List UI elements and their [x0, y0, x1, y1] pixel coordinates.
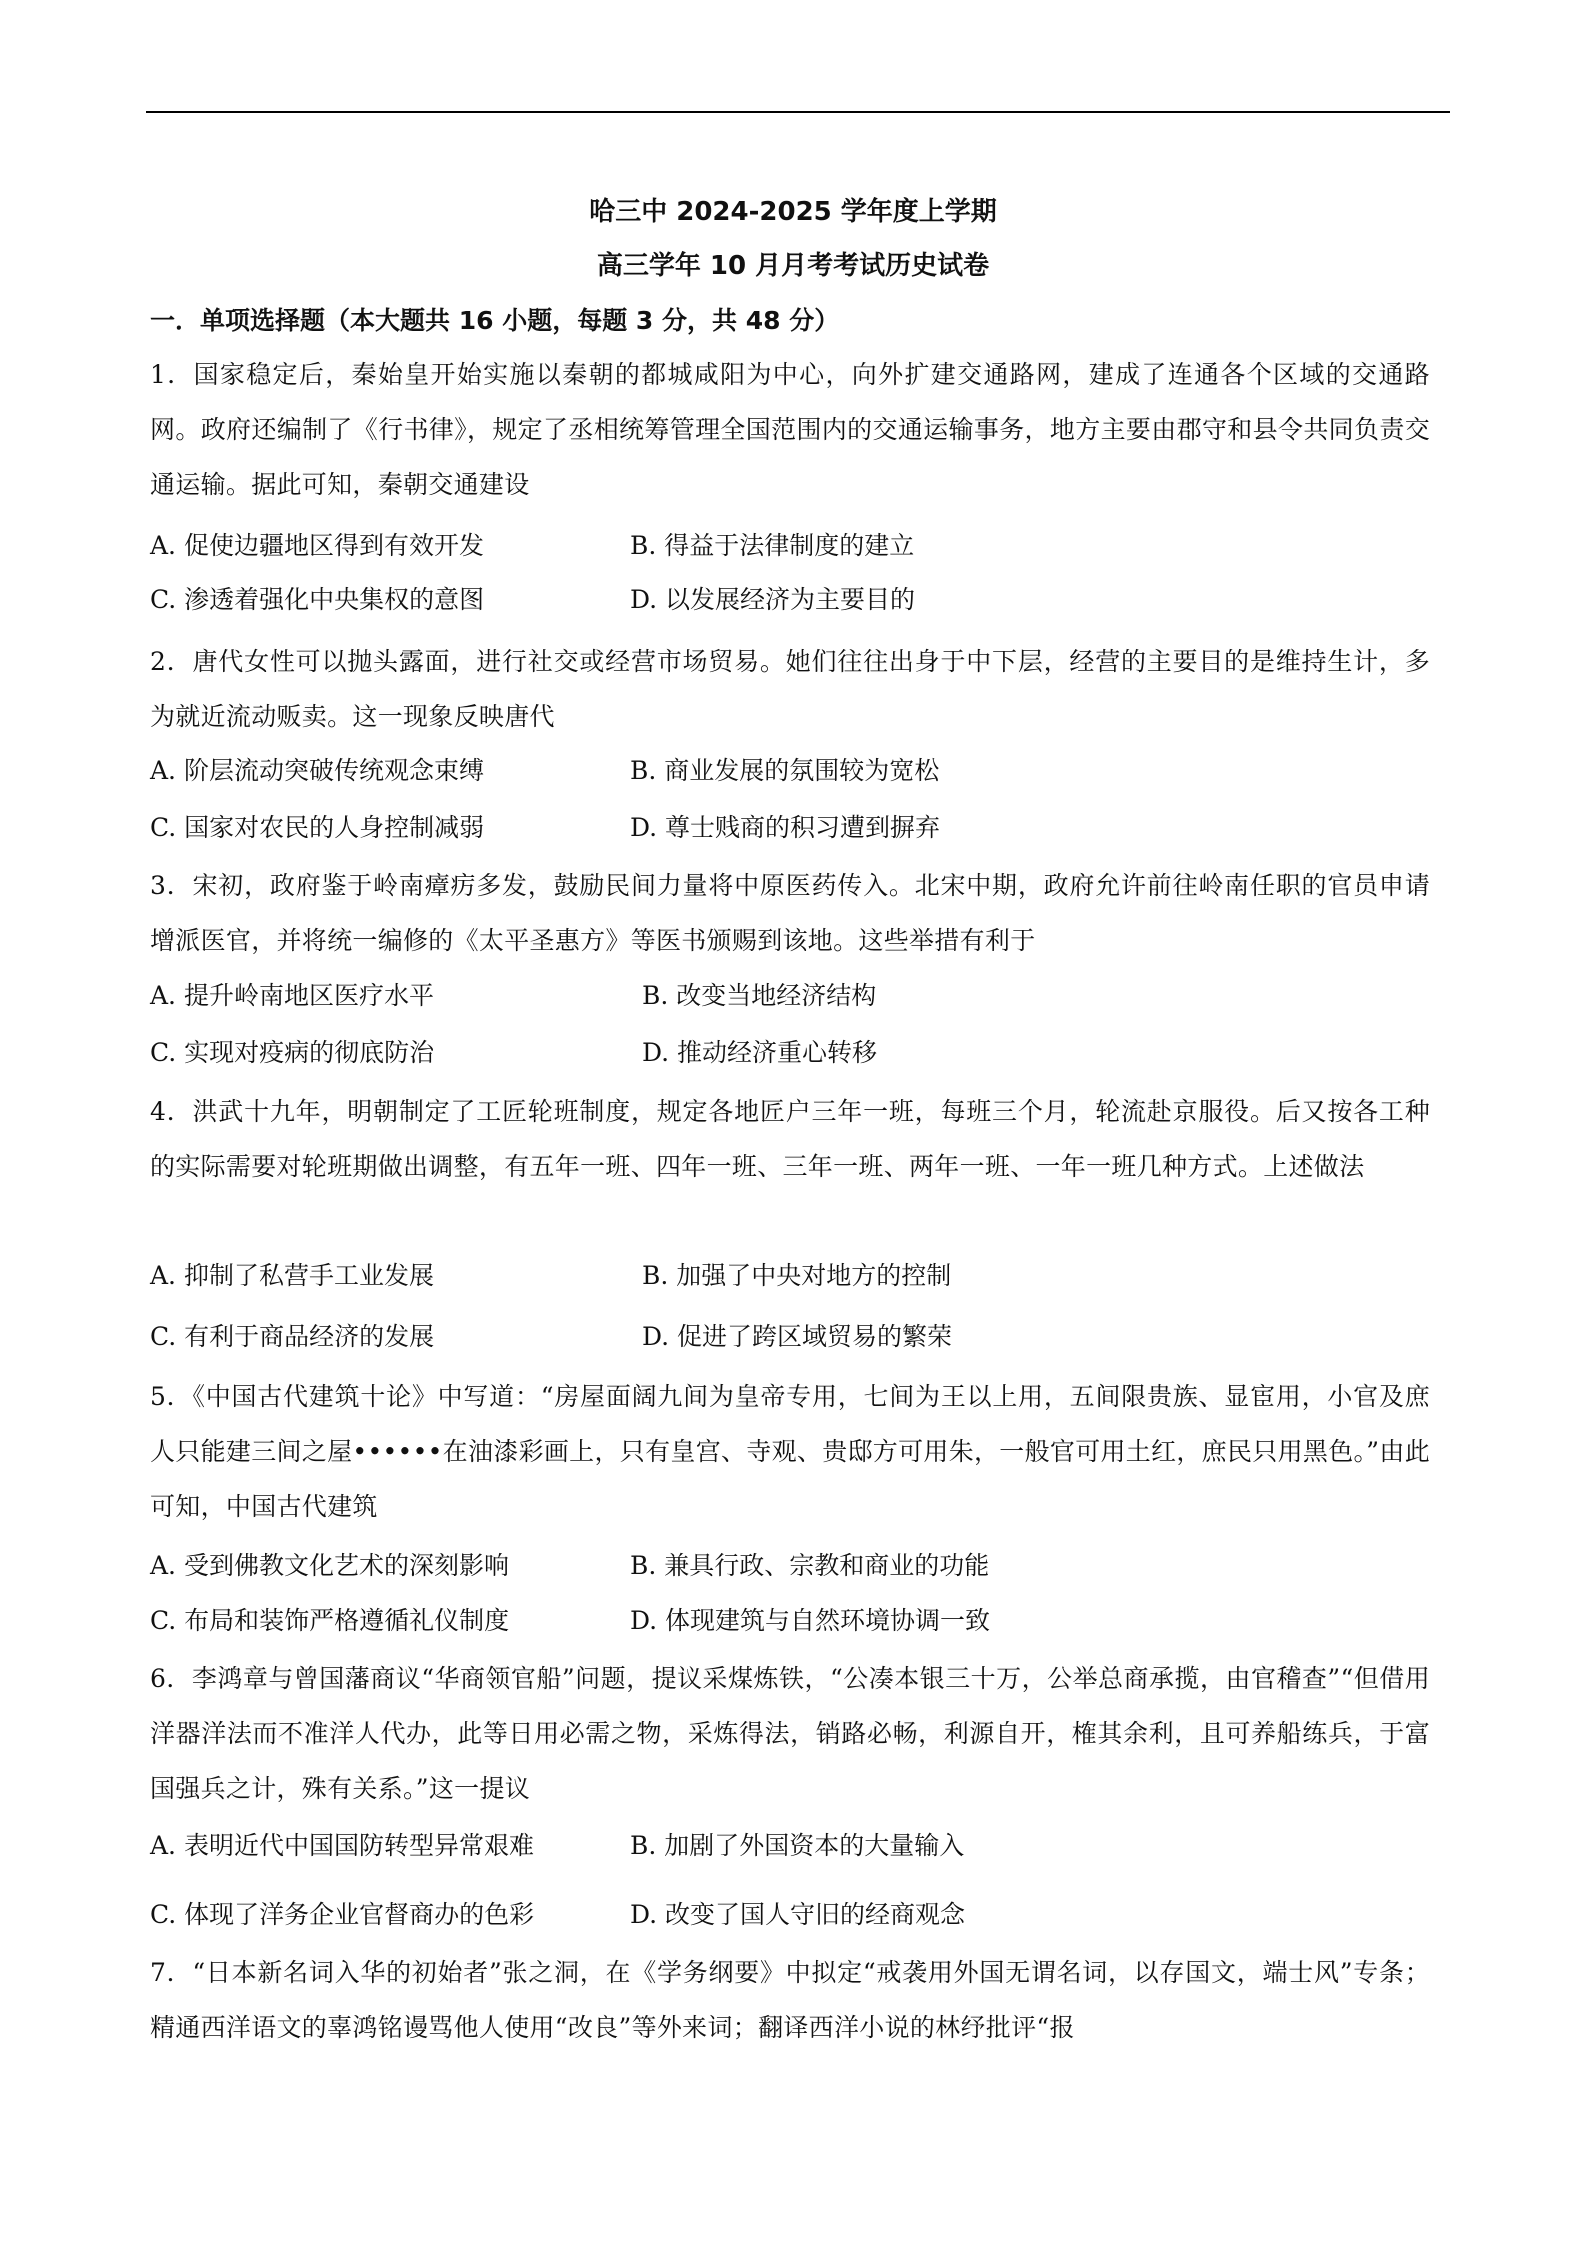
question-6-option-c: C. 体现了洋务企业官督商办的色彩 [150, 1900, 535, 1929]
question-1-option-a: A. 促使边疆地区得到有效开发 [150, 531, 484, 560]
exam-title-school: 哈三中 2024-2025 学年度上学期 [589, 197, 997, 227]
question-4-option-b: B. 加强了中央对地方的控制 [642, 1261, 952, 1290]
question-6-option-b: B. 加剧了外国资本的大量输入 [630, 1831, 965, 1860]
question-1-option-b: B. 得益于法律制度的建立 [630, 531, 915, 560]
question-2-option-c: C. 国家对农民的人身控制减弱 [150, 813, 485, 842]
question-6-option-d: D. 改变了国人守旧的经商观念 [630, 1900, 966, 1929]
question-4-option-d: D. 促进了跨区域贸易的繁荣 [642, 1322, 953, 1351]
question-5-option-c: C. 布局和装饰严格遵循礼仪制度 [150, 1606, 510, 1635]
question-2-option-d: D. 尊士贱商的积习遭到摒弃 [630, 813, 941, 842]
question-1-stem: 1．国家稳定后，秦始皇开始实施以秦朝的都城咸阳为中心，向外扩建交通路网，建成了连通各个区域的交通路网。政府还编制了《行书律》，规定了丞相统筹管理全国范围内的交通运输事务，地方主要由郡守和县令共同负责交通运输。据此可知，秦朝交通建设 [150, 360, 1430, 499]
question-3-option-c: C. 实现对疫病的彻底防治 [150, 1038, 435, 1067]
header-rule [146, 111, 1450, 113]
question-3-option-b: B. 改变当地经济结构 [642, 981, 877, 1010]
question-4-option-a: A. 抑制了私营手工业发展 [150, 1261, 434, 1290]
question-6-option-a: A. 表明近代中国国防转型异常艰难 [150, 1831, 534, 1860]
question-5-option-b: B. 兼具行政、宗教和商业的功能 [630, 1551, 990, 1580]
question-4-stem: 4．洪武十九年，明朝制定了工匠轮班制度，规定各地匠户三年一班，每班三个月，轮流赴京服役。后又按各工种的实际需要对轮班期做出调整，有五年一班、四年一班、三年一班、两年一班、一年一班几种方式。上述做法 [150, 1097, 1430, 1181]
question-1-option-d: D. 以发展经济为主要目的 [630, 585, 916, 614]
question-5-stem: 5．《中国古代建筑十论》中写道：“房屋面阔九间为皇帝专用，七间为王以上用，五间限贵族、显宦用，小官及庶人只能建三间之屋••••••在油漆彩画上，只有皇宫、寺观、贵邸方可用朱，一般官可用土红，庶民只用黑色。”由此可知，中国古代建筑 [150, 1382, 1430, 1521]
question-2-option-a: A. 阶层流动突破传统观念束缚 [150, 756, 484, 785]
question-5-option-d: D. 体现建筑与自然环境协调一致 [630, 1606, 991, 1635]
question-1-option-c: C. 渗透着强化中央集权的意图 [150, 585, 485, 614]
question-7-stem: 7．“日本新名词入华的初始者”张之洞，在《学务纲要》中拟定“戒袭用外国无谓名词，以存国文，端士风”专条；精通西洋语文的辜鸿铭谩骂他人使用“改良”等外来词；翻译西洋小说的林纾批评“报 [150, 1958, 1430, 2042]
question-6-stem: 6．李鸿章与曾国藩商议“华商领官船”问题，提议采煤炼铁，“公凑本银三十万，公举总商承揽，由官稽查”“但借用洋器洋法而不准洋人代办，此等日用必需之物，采炼得法，销路必畅，利源自开，榷其余利，且可养船练兵，于富国强兵之计，殊有关系。”这一提议 [150, 1664, 1430, 1803]
question-2-stem: 2．唐代女性可以抛头露面，进行社交或经营市场贸易。她们往往出身于中下层，经营的主要目的是维持生计，多为就近流动贩卖。这一现象反映唐代 [150, 647, 1430, 731]
question-3-stem: 3．宋初，政府鉴于岭南瘴疠多发，鼓励民间力量将中原医药传入。北宋中期，政府允许前往岭南任职的官员申请增派医官，并将统一编修的《太平圣惠方》等医书颁赐到该地。这些举措有利于 [150, 871, 1430, 955]
question-5-option-a: A. 受到佛教文化艺术的深刻影响 [150, 1551, 509, 1580]
question-4-option-c: C. 有利于商品经济的发展 [150, 1322, 435, 1351]
question-2-option-b: B. 商业发展的氛围较为宽松 [630, 756, 940, 785]
question-3-option-a: A. 提升岭南地区医疗水平 [150, 981, 434, 1010]
section-heading: 一．单项选择题（本大题共 16 小题，每题 3 分，共 48 分） [150, 306, 840, 335]
question-3-option-d: D. 推动经济重心转移 [642, 1038, 878, 1067]
exam-title-subject: 高三学年 10 月月考考试历史试卷 [596, 251, 990, 281]
